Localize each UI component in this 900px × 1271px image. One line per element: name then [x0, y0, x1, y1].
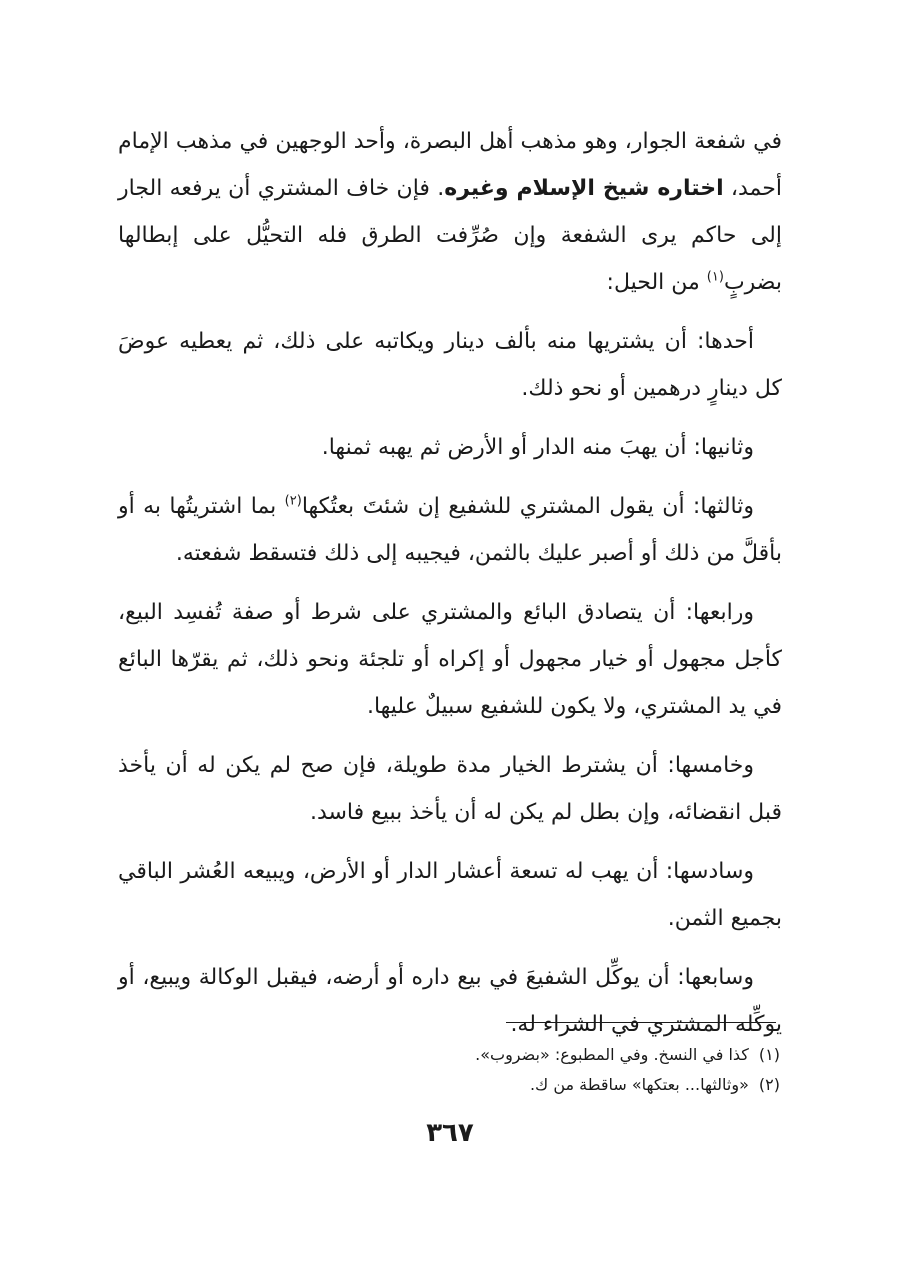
paragraph-intro: [118, 118, 782, 306]
footnote-1: [120, 1040, 780, 1070]
footnote-1-text: كذا في النسخ. وفي المطبوع: «بضروب».: [475, 1045, 749, 1064]
page-number: ٣٦٧: [426, 1118, 474, 1148]
paragraph-intro-part-1: في شفعة الجوار، وهو مذهب أهل البصرة، وأحد الوجهين في مذهب الإمام أحمد،: [118, 129, 782, 201]
paragraph-intro-part-5: من الحيل:: [606, 270, 707, 295]
paragraph-first-trick: أحدها: أن يشتريها منه بألف دينار ويكاتبه على ذلك، ثم يعطيه عوضَ كل دينارٍ درهمين أو نحو ذلك.: [118, 329, 782, 401]
paragraph-intro-part-3: . فإن خاف المشتري أن يرفعه الجار إلى حاكم يرى الشفعة وإن صُرِّفت الطرق فله التحيُّل على إبطالها بضربٍ: [118, 176, 782, 295]
paragraph-second-trick: وثانيها: أن يهبَ منه الدار أو الأرض ثم يهبه ثمنها.: [321, 435, 754, 460]
footnotes: [120, 1040, 780, 1100]
footnote-ref-2: (٢): [284, 493, 302, 509]
paragraph-third-part-3: بما اشتريتُها به أو بأقلَّ من ذلك أو أصبر عليك بالثمن، فيجيبه إلى ذلك فتسقط شفعته.: [118, 494, 782, 566]
footnote-1-number: (١): [758, 1045, 780, 1064]
paragraph-sixth-trick: وسادسها: أن يهب له تسعة أعشار الدار أو الأرض، ويبيعه العُشر الباقي بجميع الثمن.: [118, 859, 782, 931]
paragraph-seventh-trick: وسابعها: أن يوكِّل الشفيعَ في بيع داره أو أرضه، فيقبل الوكالة ويبيع، أو يوكِّله المشتري في الشراء له.: [118, 965, 782, 1037]
footnote-ref-1: (١): [706, 269, 724, 285]
paragraph-third-part-1: وثالثها: أن يقول المشتري للشفيع إن شئتَ بعتُكها: [301, 494, 754, 519]
main-text: [118, 118, 782, 1060]
paragraph-intro-bold-phrase: اختاره شيخ الإسلام وغيره: [444, 176, 724, 201]
footnote-2-text: «وثالثها... بعتكها» ساقطة من ك.: [529, 1075, 749, 1094]
paragraph-fourth-trick: ورابعها: أن يتصادق البائع والمشتري على شرط أو صفة تُفسِد البيع، كأجل مجهول أو خيار مجهول أو إكراه أو تلجئة ونحو ذلك، ثم يقرّها البائع في يد المشتري، ولا يكون للشفيع سبيلٌ عليها.: [118, 600, 782, 719]
paragraph-third-trick: [118, 483, 782, 577]
footnote-2-number: (٢): [758, 1075, 780, 1094]
paragraph-fifth-trick: وخامسها: أن يشترط الخيار مدة طويلة، فإن صح لم يكن له أن يأخذ قبل انقضائه، وإن بطل لم يكن له أن يأخذ ببيع فاسد.: [118, 753, 782, 825]
footnote-divider: [506, 1022, 776, 1023]
footnote-2: [120, 1070, 780, 1100]
